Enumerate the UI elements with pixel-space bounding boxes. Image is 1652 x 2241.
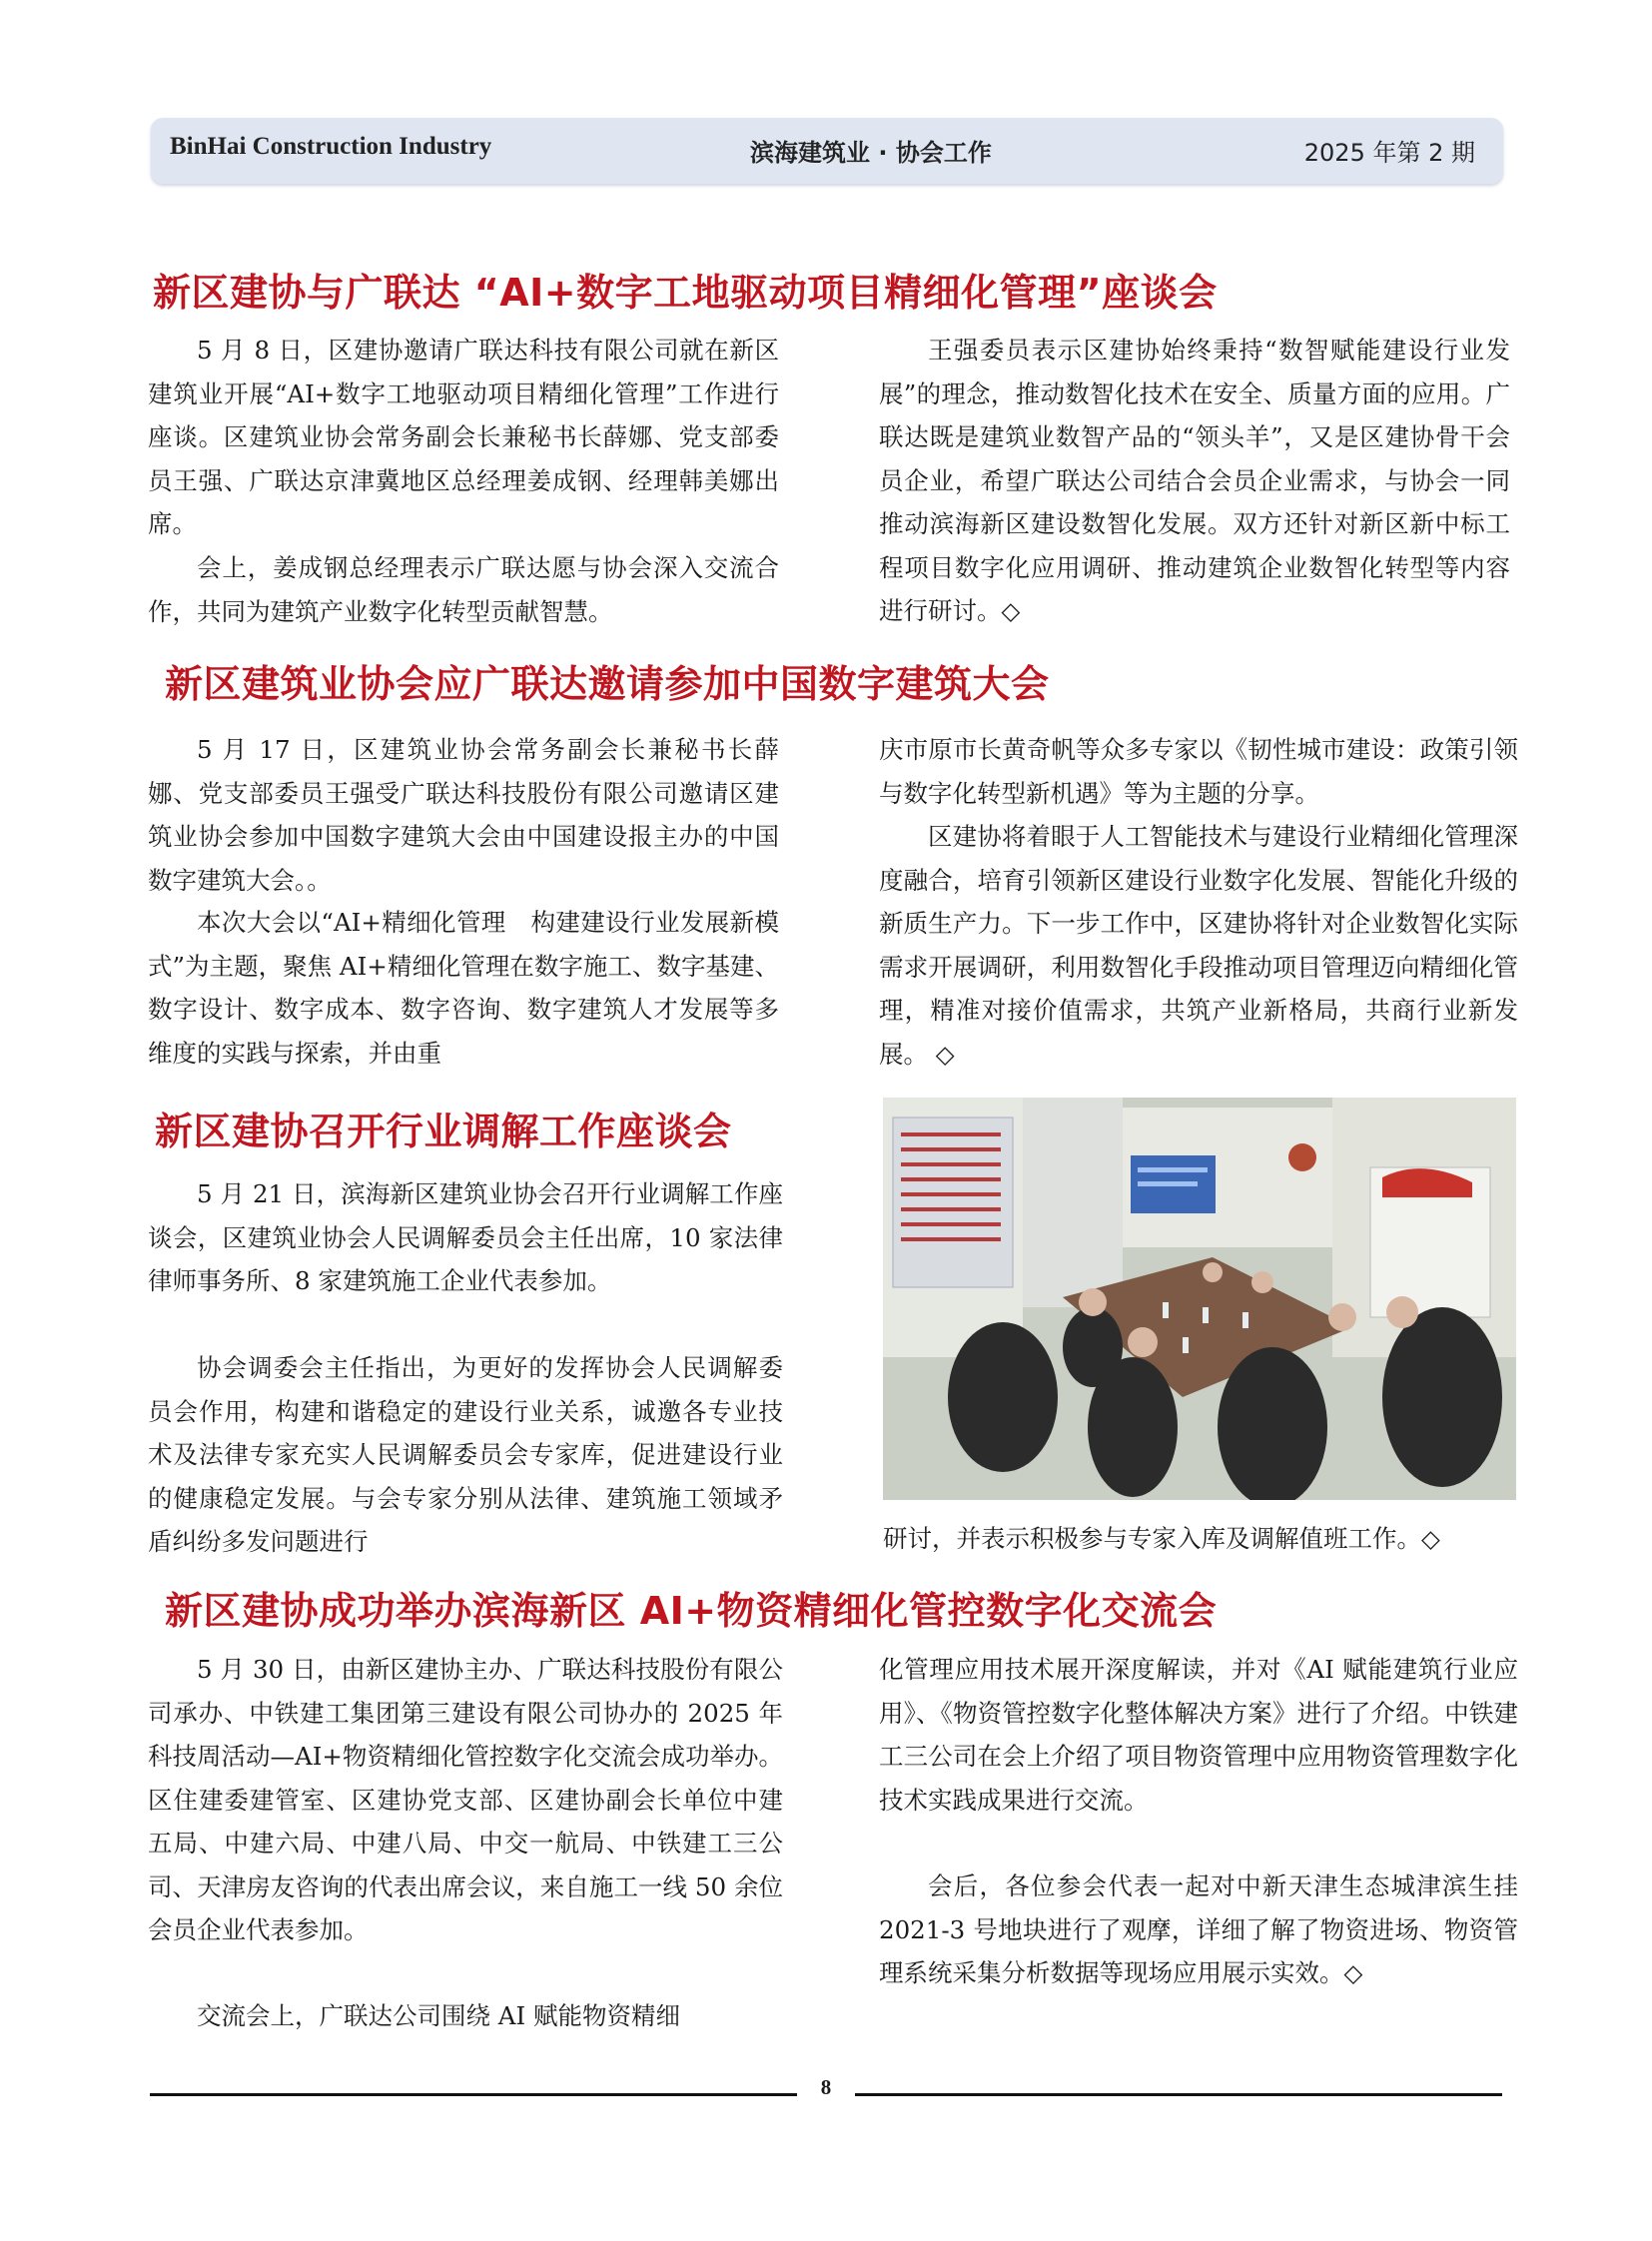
page-number: 8 (820, 2075, 832, 2099)
journal-name-en: BinHai Construction Industry (170, 133, 492, 160)
article1-left-p2: 会上，姜成钢总经理表示广联达愿与协会深入交流合作，共同为建筑产业数字化转型贡献智慧。 (148, 553, 779, 626)
article4-left-p2: 交流会上，广联达公司围绕 AI 赋能物资精细 (197, 2001, 680, 2030)
article4-left-p1: 5 月 30 日，由新区建协主办、广联达科技股份有限公司承办、中铁建工集团第三建设有限公司协办的 2025 年科技周活动—AI+物资精细化管控数字化交流会成功举办。区住建委建管室、区建协党支部、区建协副会长单位中建五局、中建六局、中建八局、中交一航局、中铁建工三公司、天津房友咨询的代表出席会议，来自施工一线 50 余位会员企业代表参加。 (148, 1655, 783, 1944)
article4-title: 新区建协成功举办滨海新区 AI+物资精细化管控数字化交流会 (165, 1589, 1218, 1633)
header-bar (151, 118, 1503, 184)
photo-caption: 研讨，并表示积极参与专家入库及调解值班工作。◇ (883, 1524, 1440, 1553)
section-title: 滨海建筑业 · 协会工作 (750, 139, 992, 167)
article1-left-p1: 5 月 8 日，区建协邀请广联达科技有限公司就在新区建筑业开展“AI+数字工地驱动项目精细化管理”工作进行座谈。区建筑业协会常务副会长兼秘书长薛娜、党支部委员王强、广联达京津冀地区总经理姜成钢、经理韩美娜出席。 (148, 336, 779, 538)
article1-title: 新区建协与广联达 “AI+数字工地驱动项目精细化管理”座谈会 (153, 271, 1218, 315)
footer-rule-left (150, 2093, 797, 2096)
article3-p2: 协会调委会主任指出，为更好的发挥协会人民调解委员会作用，构建和谐稳定的建设行业关系，诚邀各专业技术及法律专家充实人民调解委员会专家库，促进建设行业的健康稳定发展。与会专家分别从法律、建筑施工领域矛盾纠纷多发问题进行 (148, 1353, 783, 1556)
article1-right-p1: 王强委员表示区建协始终秉持“数智赋能建设行业发展”的理念，推动数智化技术在安全、质量方面的应用。广联达既是建筑业数智产品的“领头羊”，又是区建协骨干会员企业，希望广联达公司结合会员企业需求，与协会一同推动滨海新区建设数智化发展。双方还针对新区新中标工程项目数字化应用调研、推动建筑企业数智化转型等内容进行研讨。◇ (879, 336, 1510, 625)
footer-rule-right (855, 2093, 1502, 2096)
article3-title: 新区建协召开行业调解工作座谈会 (155, 1110, 732, 1153)
meeting-photo (883, 1098, 1516, 1500)
article2-left-p2: 本次大会以“AI+精细化管理 构建建设行业发展新模式”为主题，聚焦 AI+精细化管理在数字施工、数字基建、数字设计、数字成本、数字咨询、数字建筑人才发展等多维度的实践与探索，并由重 (148, 908, 779, 1068)
article3-p1: 5 月 21 日，滨海新区建筑业协会召开行业调解工作座谈会，区建筑业协会人民调解委员会主任出席，10 家法律律师事务所、8 家建筑施工企业代表参加。 (148, 1179, 783, 1295)
article2-left-p1: 5 月 17 日，区建筑业协会常务副会长兼秘书长薛娜、党支部委员王强受广联达科技股份有限公司邀请区建筑业协会参加中国数字建筑大会由中国建设报主办的中国数字建筑大会。。 (148, 735, 779, 895)
article2-right-p2: 区建协将着眼于人工智能技术与建设行业精细化管理深度融合，培育引领新区建设行业数字化发展、智能化升级的新质生产力。下一步工作中，区建协将针对企业数智化实际需求开展调研，利用数智化手段推动项目管理迈向精细化管理，精准对接价值需求，共筑产业新格局，共商行业新发展。 ◇ (879, 822, 1518, 1069)
issue-number: 2025 年第 2 期 (1303, 139, 1475, 167)
article2-right-p1: 庆市原市长黄奇帆等众多专家以《韧性城市建设：政策引领与数字化转型新机遇》等为主题的分享。 (879, 735, 1518, 808)
article2-title: 新区建筑业协会应广联达邀请参加中国数字建筑大会 (165, 662, 1050, 706)
article4-right-p2: 会后，各位参会代表一起对中新天津生态城津滨生挂 2021-3 号地块进行了观摩，详细了解了物资进场、物资管理系统采集分析数据等现场应用展示实效。◇ (879, 1871, 1518, 1987)
article4-right-p1: 化管理应用技术展开深度解读，并对《AI 赋能建筑行业应用》、《物资管控数字化整体解决方案》进行了介绍。中铁建工三公司在会上介绍了项目物资管理中应用物资管理数字化技术实践成果进行交流。 (879, 1655, 1518, 1815)
